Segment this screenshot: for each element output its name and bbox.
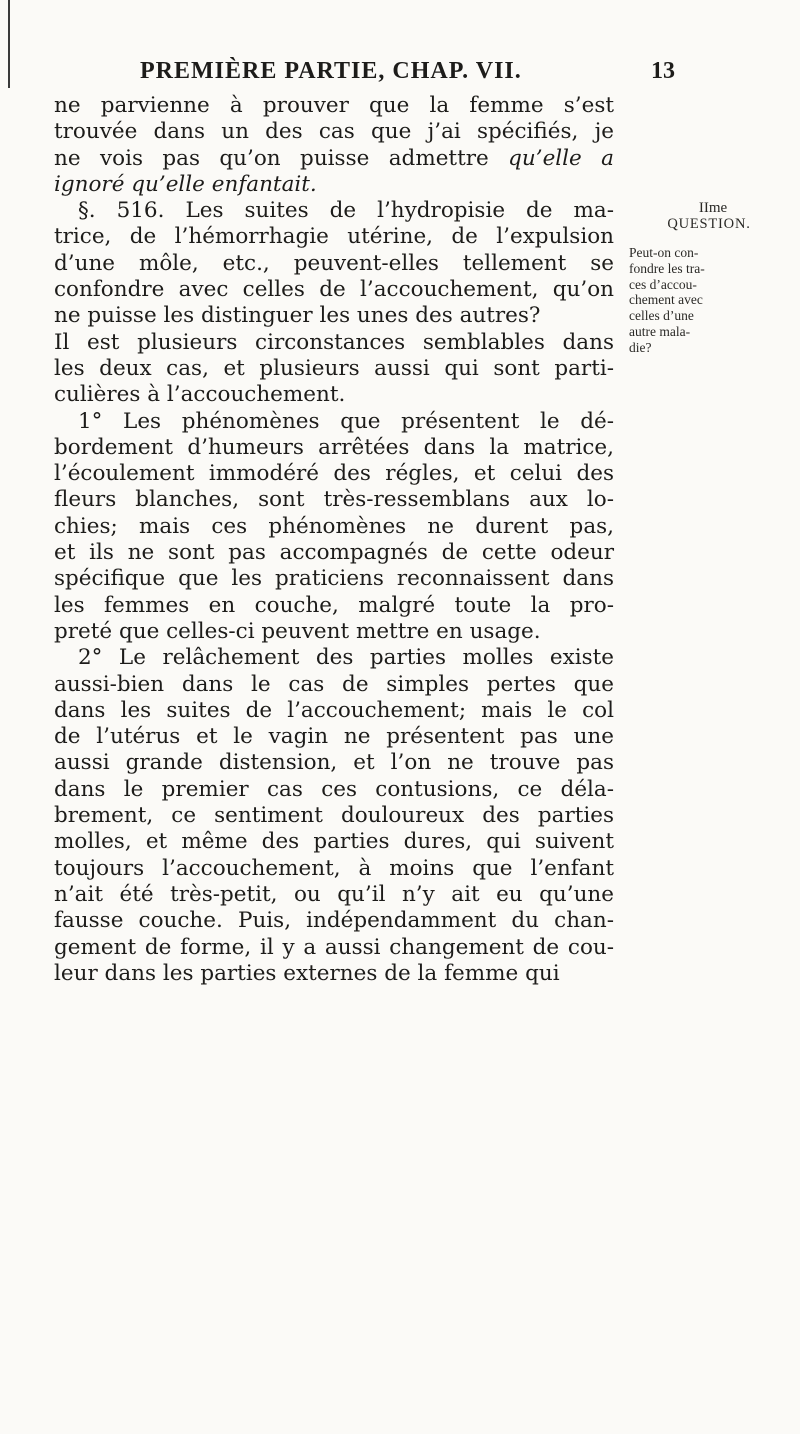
text-line [54, 172, 614, 198]
text-line: ne parvienne à prouver que la femme s’est [54, 93, 614, 118]
text-line: molles, et même des parties dures, qui suivent [54, 829, 614, 855]
margin-note-line: autre mala- [629, 323, 691, 339]
page-edge-rule [8, 0, 10, 88]
italic-text-segment: qu’elle a [508, 145, 614, 171]
text-line: fausse couche. Puis, indépendamment du chan- [54, 908, 614, 934]
text-line: preté que celles-ci peuvent mettre en usage. [54, 618, 541, 644]
text-line: spécifique que les praticiens reconnaissent dans [54, 566, 614, 592]
text-line: n’ait été très-petit, ou qu’il n’y ait eu qu’une [54, 881, 614, 907]
text-line [54, 146, 614, 172]
text-line: les deux cas, et plusieurs aussi qui sont parti- [54, 355, 614, 381]
text-line: fleurs blanches, sont très-ressemblans aux lo- [54, 487, 614, 513]
text-line: trouvée dans un des cas que j’ai spécifiés, je [54, 119, 614, 145]
margin-note-title-number: IIme [698, 200, 728, 216]
text-line: §. 516. Les suites de l’hydropisie de ma- [78, 198, 614, 224]
body-text [54, 93, 614, 987]
text-line: confondre avec celles de l’accouchement, qu’on [54, 277, 614, 303]
text-line: les femmes en couche, malgré toute la pro- [54, 592, 614, 618]
margin-note-line: ces d’accou- [629, 276, 697, 292]
margin-note-line: Peut-on con- [629, 245, 699, 260]
text-line: 2° Le relâchement des parties molles existe [78, 645, 614, 671]
text-line: ne puisse les distinguer les unes des autres? [54, 303, 541, 329]
text-line: aussi grande distension, et l’on ne trouve pas [54, 750, 614, 776]
text-line: et ils ne sont pas accompagnés de cette odeur [54, 540, 614, 566]
text-line: leur dans les parties externes de la femme qui [54, 960, 560, 986]
page-number: 13 [651, 58, 675, 84]
text-line: gement de forme, il y a aussi changement de cou- [54, 934, 614, 960]
margin-note [629, 200, 789, 356]
text-line: bordement d’humeurs arrêtées dans la matrice, [54, 434, 614, 460]
margin-note-line: celles d’une [629, 308, 694, 324]
text-line: aussi-bien dans le cas de simples pertes que [54, 671, 614, 697]
text-line: Il est plusieurs circonstances semblables dans [54, 329, 614, 355]
text-line: toujours l’accouchement, à moins que l’enfant [54, 855, 614, 881]
italic-text-segment: ignoré qu’elle enfantait. [54, 171, 317, 197]
text-line: dans le premier cas ces contusions, ce déla- [54, 776, 614, 802]
text-line: dans les suites de l’accouchement; mais le col [54, 697, 614, 723]
text-line: 1° Les phénomènes que présentent le dé- [78, 408, 614, 434]
text-line: trice, de l’hémorrhagie utérine, de l’expulsion [54, 224, 614, 250]
text-line: de l’utérus et le vagin ne présentent pas une [54, 724, 614, 750]
page-header [140, 58, 675, 92]
margin-note-line: chement avec [629, 292, 703, 308]
running-head: PREMIÈRE PARTIE, CHAP. VII. [140, 58, 522, 84]
text-segment: ne vois pas qu’on puisse admettre [54, 145, 509, 171]
margin-note-line: fondre les tra- [629, 260, 705, 276]
text-line: brement, ce sentiment douloureux des parties [54, 803, 614, 829]
text-line: l’écoulement immodéré des régles, et celui des [54, 461, 614, 487]
text-line: culières à l’accouchement. [54, 382, 346, 408]
margin-note-body [629, 245, 789, 356]
margin-note-title: QUESTION. [667, 216, 751, 232]
text-line: chies; mais ces phénomènes ne durent pas, [54, 513, 614, 539]
margin-note-line: die? [629, 339, 652, 355]
text-line: d’une môle, etc., peuvent-elles tellement se [54, 250, 614, 276]
